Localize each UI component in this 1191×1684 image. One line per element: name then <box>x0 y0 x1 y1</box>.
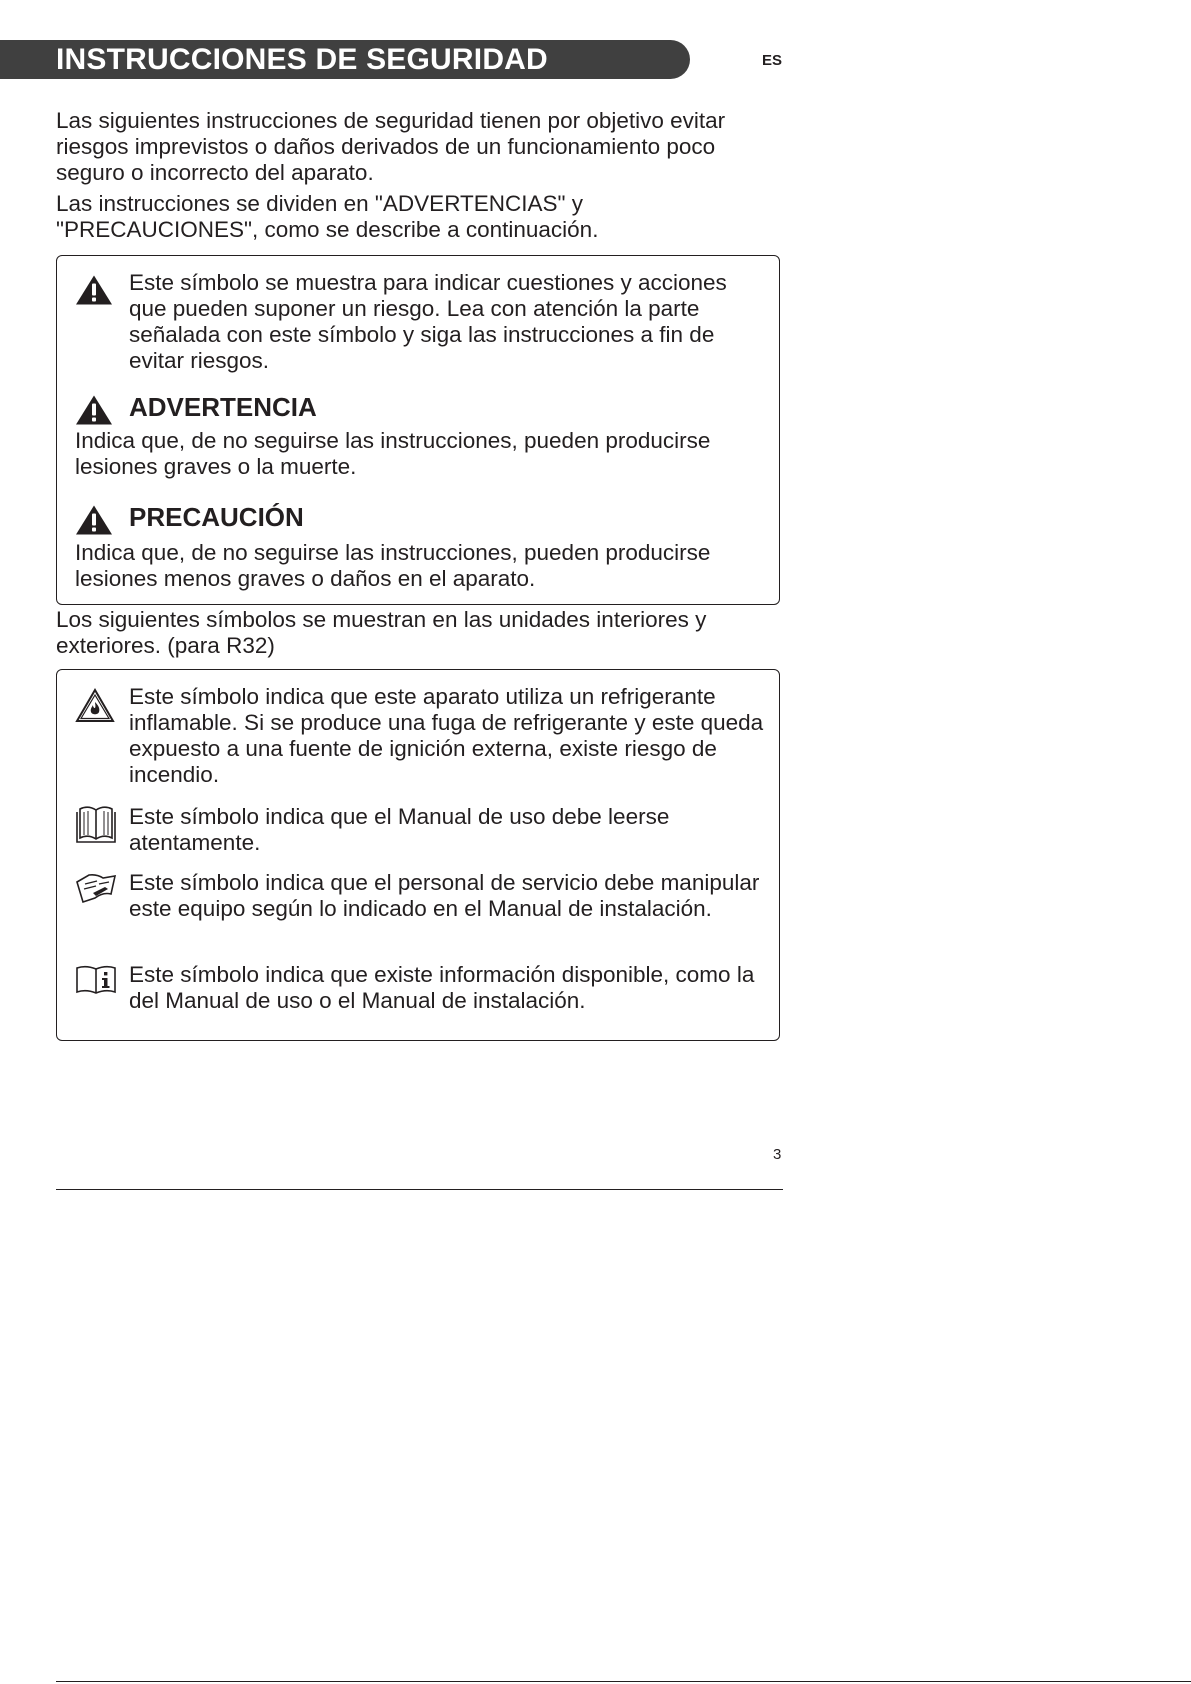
page-divider <box>56 1681 1191 1682</box>
operating-manual-icon <box>75 804 117 851</box>
warning-triangle-icon <box>75 274 113 311</box>
precaucion-heading: PRECAUCIÓN <box>129 502 304 532</box>
advertencia-text: Indica que, de no seguirse las instrucciones, pueden producirse lesiones graves o la muerte. <box>75 428 711 479</box>
intro-section <box>56 108 786 248</box>
safety-symbol-text: Este símbolo se muestra para indicar cuestiones y acciones que pueden suponer un riesgo. Lea con atención la parte señalada con este símbolo y siga las instrucciones a fin de evitar riesgos. <box>129 270 727 373</box>
warning-definitions-box <box>56 255 780 605</box>
symbol-item-text: Este símbolo indica que este aparato utiliza un refrigerante inflamable. Si se produce una fuga de refrigerante y este queda expuesto a una fuente de ignición externa, existe riesgo de incendio. <box>129 684 764 787</box>
symbol-item-text: Este símbolo indica que el Manual de uso debe leerse atentamente. <box>129 804 670 855</box>
symbol-item-text: Este símbolo indica que existe información disponible, como la del Manual de uso o el Manual de instalación. <box>129 962 755 1013</box>
symbols-box <box>56 669 780 1041</box>
intro-paragraph-2: Las instrucciones se dividen en "ADVERTENCIAS" y "PRECAUCIONES", como se describe a continuación. <box>56 191 599 242</box>
intro-paragraph-1: Las siguientes instrucciones de seguridad tienen por objetivo evitar riesgos imprevistos o daños derivados de un funcionamiento poco seguro o incorrecto del aparato. <box>56 108 726 185</box>
language-code: ES <box>762 52 783 69</box>
page-title: INSTRUCCIONES DE SEGURIDAD <box>56 43 548 76</box>
warning-triangle-icon <box>75 394 113 431</box>
warning-triangle-icon <box>75 504 113 541</box>
service-manual-icon <box>75 872 117 911</box>
symbol-item-text: Este símbolo indica que el personal de servicio debe manipular este equipo según lo indicado en el Manual de instalación. <box>129 870 760 921</box>
symbols-intro-text: Los siguientes símbolos se muestran en las unidades interiores y exteriores. (para R32) <box>56 607 707 658</box>
page-number: 3 <box>773 1146 782 1163</box>
flammable-warning-icon <box>75 688 115 729</box>
information-manual-icon <box>75 964 117 1001</box>
page-divider <box>56 1189 783 1190</box>
advertencia-heading: ADVERTENCIA <box>129 392 317 422</box>
precaucion-text: Indica que, de no seguirse las instrucciones, pueden producirse lesiones menos graves o daños en el aparato. <box>75 540 711 591</box>
